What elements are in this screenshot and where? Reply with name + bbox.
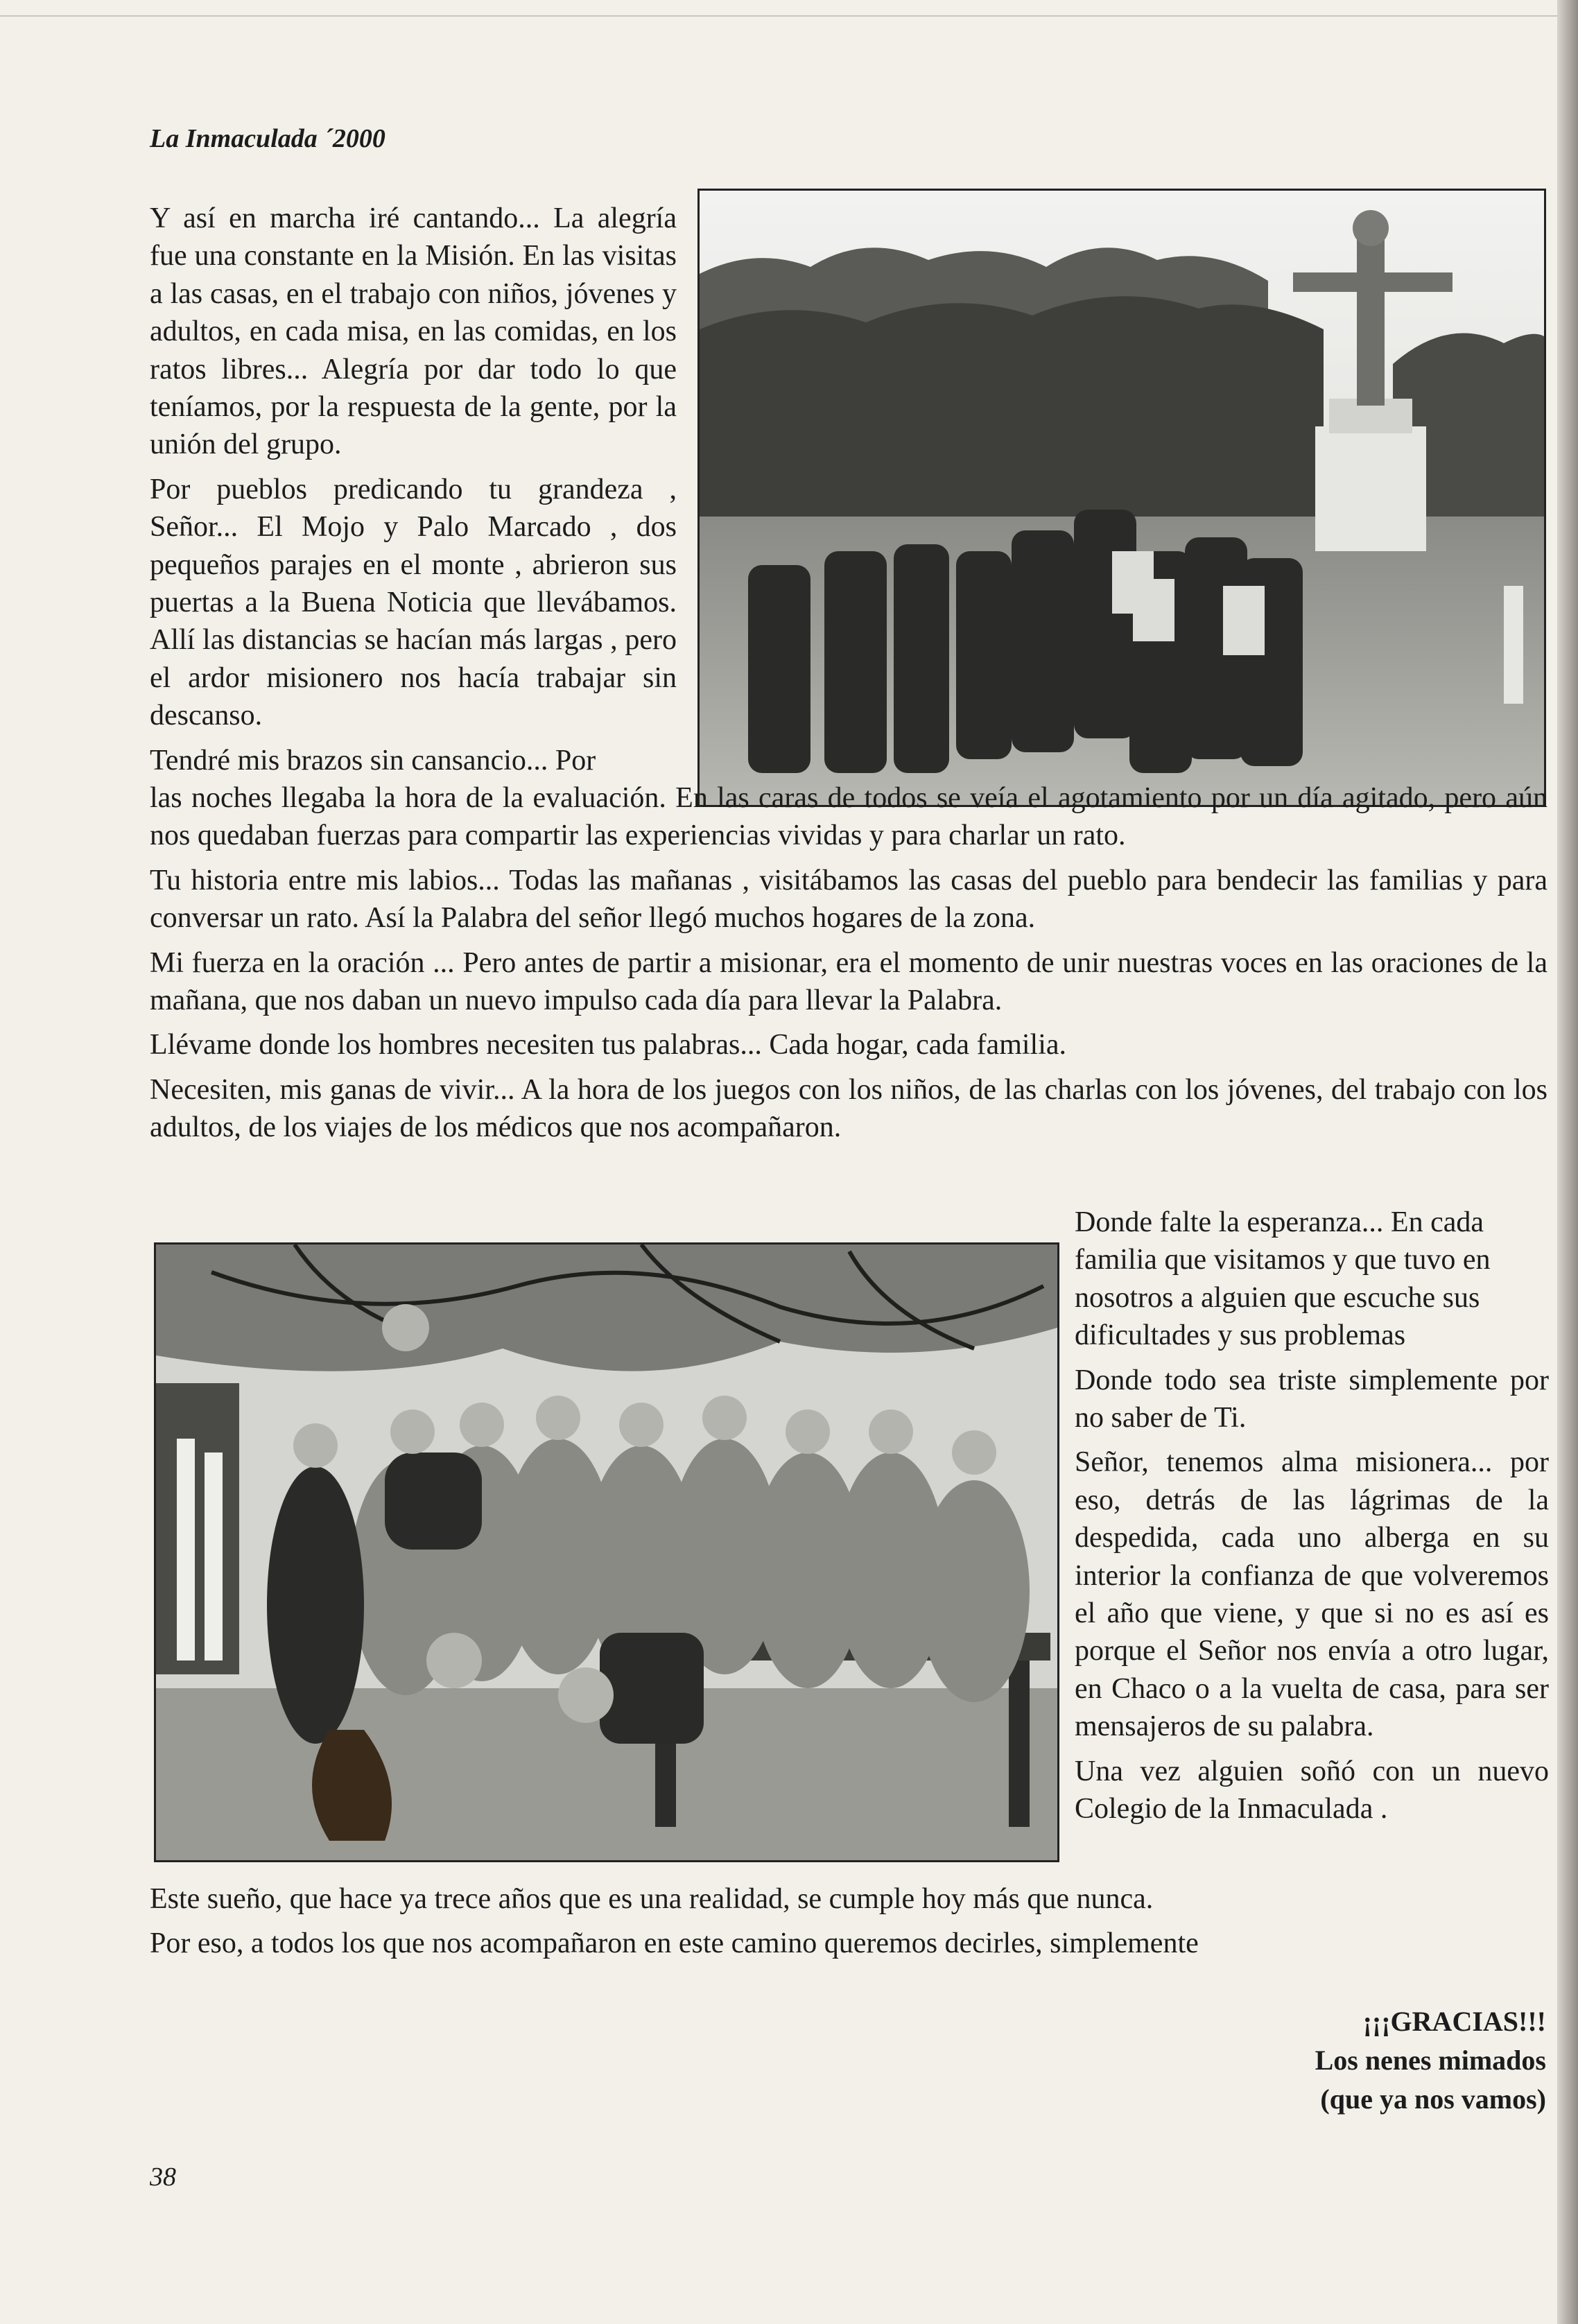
full-width-text-2 — [150, 1880, 1547, 1970]
paragraph: Llévame donde los hombres necesiten tus palabras... Cada hogar, cada familia. — [150, 1029, 1067, 1061]
paragraph: Tendré mis brazos sin cansancio... Por — [150, 744, 596, 777]
signature-block — [1315, 2002, 1546, 2119]
paragraph: Por pueblos predicando tu grandeza , Señor... El Mojo y Palo Marcado , dos pequeños parajes en el monte , abrieron sus puertas a la Buena Noticia que llevábamos. Allí las distancias se hacían más largas , pero el ardor misionero nos hacía trabajar sin descanso. — [150, 473, 677, 732]
top-rule — [0, 15, 1557, 17]
signature-line-2: (que ya nos vamos) — [1320, 2083, 1546, 2115]
paragraph: Mi fuerza en la oración ... Pero antes de partir a misionar, era el momento de unir nuestras voces en las oraciones de la mañana, que nos daban un nuevo impulso cada día para llevar la Palabra. — [150, 946, 1547, 1017]
paragraph: Y así en marcha iré cantando... La alegría fue una constante en la Misión. En las visitas a las casas, en el trabajo con niños, jóvenes y adultos, en cada misa, en las comidas, en los ratos libres... Alegría por dar todo lo que teníamos, por la respuesta de la gente, por la unión del grupo. — [150, 202, 677, 461]
photo-group-statue — [697, 189, 1546, 807]
photo-group-table — [154, 1242, 1059, 1862]
paragraph: Tu historia entre mis labios... Todas las mañanas , visitábamos las casas del pueblo para bendecir las familias y para conversar un rato. Así la Palabra del señor llegó muchos hogares de la zona. — [150, 864, 1547, 935]
page-number: 38 — [150, 2162, 176, 2192]
paragraph: Este sueño, que hace ya trece años que es una realidad, se cumple hoy más que nunca. — [150, 1883, 1154, 1915]
left-column-text — [150, 200, 677, 786]
paragraph: Señor, tenemos alma misionera... por eso, detrás de las lágrimas de la despedida, cada uno alberga en su interior la confianza de que volveremos el año que viene, y que si no es así es porque el Señor nos envía a otro lugar, en Chaco o a la vuelta de casa, para ser mensajeros de su palabra. — [1075, 1446, 1549, 1743]
paragraph: Una vez alguien soñó con un nuevo Colegio de la Inmaculada . — [1075, 1755, 1549, 1826]
paragraph: las noches llegaba la hora de la evaluación. En las caras de todos se veía el agotamiento por un día agitado, pero aún nos quedaban fuerzas para compartir las experiencias vividas y para charlar un rato. — [150, 782, 1547, 852]
full-width-text-1 — [150, 779, 1547, 1154]
thanks-line: ¡¡¡GRACIAS!!! — [1362, 2006, 1546, 2037]
paragraph: Donde falte la esperanza... En cada familia que visitamos y que tuvo en nosotros a alguien que escuche sus dificultades y sus problemas — [1075, 1206, 1491, 1352]
paragraph: Donde todo sea triste simplemente por no saber de Ti. — [1075, 1364, 1549, 1434]
paragraph: Necesiten, mis ganas de vivir... A la hora de los juegos con los niños, de las charlas con los jóvenes, del trabajo con los adultos, de los viajes de los médicos que nos acompañaron. — [150, 1073, 1547, 1144]
running-header: La Inmaculada ´2000 — [150, 124, 385, 153]
right-column-text — [1075, 1204, 1549, 1835]
signature-line-1: Los nenes mimados — [1315, 2045, 1546, 2076]
photo-group-table-image — [156, 1245, 1057, 1860]
paragraph: Por eso, a todos los que nos acompañaron en este camino queremos decirles, simplemente — [150, 1927, 1199, 1960]
page-edge-shadow — [1557, 0, 1578, 2324]
photo-group-statue-image — [700, 191, 1544, 805]
